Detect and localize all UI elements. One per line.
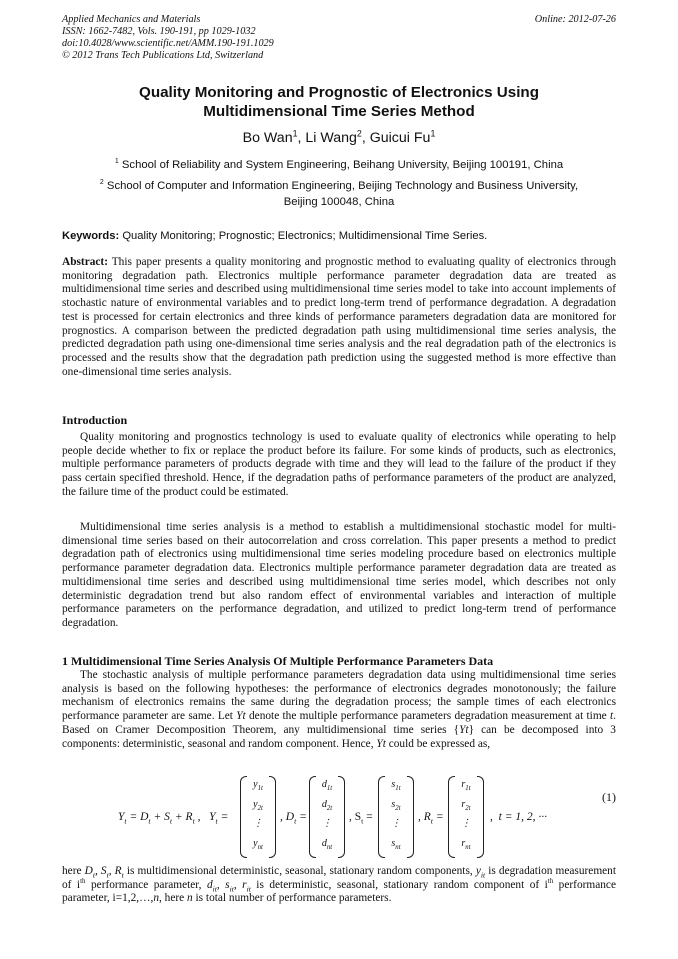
title-line-2: Multidimensional Time Series Method	[203, 102, 475, 120]
affiliation-1	[62, 158, 616, 174]
sec1-yt-2: Yt	[459, 723, 469, 736]
after-eq-text: here $D_t$, $S_t$, $R_t$ is multidimensional deterministic, seasonal, stationary random components, $y_{it}$ is degradation measurement of $i^{th}$ performance parameter, $d_{it}$, $s_{it}$, $r_{it}$ is deterministic, seasonal, stationary random component of $i^{th}$ performance parameter, i=1,2,…,n, here n is total number of performance parameters.	[62, 865, 617, 905]
abstract-label: Abstract:	[62, 256, 108, 268]
affiliation-2	[62, 179, 616, 210]
sec1-text-c: . Based on Cramer Decomposition Theorem, any multidimensional time series {	[62, 710, 616, 736]
affiliation-2-num: 2	[99, 179, 104, 187]
author-1-sup: 1	[292, 128, 298, 139]
abstract	[62, 256, 616, 379]
equation-d-label: , $D_t$ =	[280, 811, 307, 826]
section-1-paragraph	[62, 669, 616, 751]
sec1-t: t	[610, 710, 614, 723]
equation-lhs: $Y_t = D_t + S_t + R_t$ , $Y_t$ =	[118, 811, 229, 826]
keywords-text: Quality Monitoring; Prognostic; Electronics; Multidimensional Time Series.	[122, 230, 488, 242]
affiliation-1-text: School of Reliability and System Engineering, Beihang University, Beijing 100191, China	[121, 159, 564, 171]
intro-p2-text: Multidimensional time series analysis is a method to establish a multidimensional stochastic model for multi-dimensional time series based on their autocorrelation and cross correlation. This paper presents a method to predict degradation path of electronics using multidimensional time series modeling procedure based on electronics multiple performance parameter degradation data. Electronics multiple performance parameter degradation data are treated as multidimensional time series and described using multidimensional time series model, which describes not only deterministic degradation trend but also random effect of environmental variables and interaction of multiple performance parameters on the performance degradation, and utilized to predict long-term trend of performance degradation.	[62, 521, 616, 629]
equation-1	[62, 774, 616, 860]
keywords-label: Keywords:	[62, 230, 120, 242]
copyright-line: © 2012 Trans Tech Publications Ltd, Switzerland	[62, 50, 264, 61]
sec1-p1	[62, 669, 616, 751]
paper-title	[62, 84, 616, 121]
author-3: Guicui Fu	[369, 130, 431, 146]
matrix-y: $y_{1t}$ $y_{2t}$ ⋮ $y_{nt}$	[240, 776, 276, 858]
section-1-heading: 1 Multidimensional Time Series Analysis Of Multiple Performance Parameters Data	[62, 654, 494, 668]
equation-r-label: , $R_t$ =	[418, 811, 444, 826]
matrix-d: $d_{1t}$ $d_{2t}$ ⋮ $d_{nt}$	[309, 776, 345, 858]
author-2-sup: 2	[356, 128, 362, 139]
equation-explanation	[62, 865, 616, 906]
author-list: Bo Wan$^1$, Li Wang$^2$, Guicui Fu$^1$	[242, 128, 436, 146]
sec1-yt: Yt	[236, 710, 246, 723]
author-3-sup: 1	[430, 128, 436, 139]
author-2: Li Wang	[305, 130, 357, 146]
sec1-yt-3: Yt	[376, 737, 386, 750]
affiliation-1-num: 1	[114, 158, 119, 166]
equation-number: (1)	[602, 790, 616, 804]
affiliation-2-line1: School of Computer and Information Engineering, Beijing Technology and Business University,	[106, 180, 579, 192]
keywords	[62, 230, 616, 242]
equation-t-range: , t = 1, 2, ···	[490, 811, 547, 823]
online-date: Online: 2012-07-26	[534, 14, 616, 25]
abstract-text: This paper presents a quality monitoring and prognostic method to evaluating quality of electronics through monitoring degradation path. Electronics multiple performance parameter degradation data are treated as multidimensional time series and described using multidimensional time series model to take into account implements of stochastic nature of environmental variables and to predict long-term trend of performance degradation. A degradation test is processed for certain electronics and three kinds of performance parameters degradation data are monitored for prognostics. A comparison between the predicted degradation path using multidimensional time series analysis, the predicted degradation path using one-dimensional time series analysis and the real degradation path of the electronics is processed and the results show that the degradation path prediction using the suggested method is more effective than one-dimensional time series analysis.	[62, 256, 616, 378]
journal-header	[62, 14, 616, 62]
matrix-r: $r_{1t}$ $r_{2t}$ ⋮ $r_{nt}$	[448, 776, 484, 858]
doi-line: doi:10.4028/www.scientific.net/AMM.190-191.1029	[62, 38, 274, 49]
equation-s-label: , $S_t$ =	[349, 811, 373, 826]
sec1-text-a: The stochastic analysis of multiple performance parameters degradation data using multidimensional time series analysis is based on the following hypotheses: the performance of electronics degrades monotonously; the failure mechanism of electronics remains the same during the degradation process; the sample times of each electronics performance parameter are same. Let	[62, 669, 616, 723]
journal-name: Applied Mechanics and Materials	[62, 14, 201, 25]
author-1: Bo Wan	[242, 130, 293, 146]
sec1-text-b: denote the multiple performance parameters degradation measurement at time	[245, 710, 610, 723]
issn-line: ISSN: 1662-7482, Vols. 190-191, pp 1029-1032	[62, 26, 256, 37]
matrix-s: $s_{1t}$ $s_{2t}$ ⋮ $s_{nt}$	[378, 776, 414, 858]
sec1-text-d: } can be decomposed into 3 components: deterministic, seasonal and random component. Hence,	[62, 723, 616, 750]
affiliation-2-line2: Beijing 100048, China	[283, 195, 395, 208]
sec1-text-e: could be expressed as,	[385, 737, 491, 750]
intro-p1-text: Quality monitoring and prognostics technology is used to evaluate quality of electronics while operating to help people decide whether to fix or replace the product before its failure. For some kinds of products, such as electronics, multiple performance parameters of products degrade with time and they will lead to the failure of the product if they pass certain specified threshold. Hence, if the degradation paths of performance parameters of the product are analyzed, the failure time of the product could be estimated.	[62, 431, 616, 498]
introduction-paragraph-1	[62, 431, 616, 500]
introduction-paragraph-2	[62, 521, 616, 631]
introduction-heading: Introduction	[62, 413, 128, 427]
title-line-1: Quality Monitoring and Prognostic of Electronics Using	[139, 84, 539, 101]
